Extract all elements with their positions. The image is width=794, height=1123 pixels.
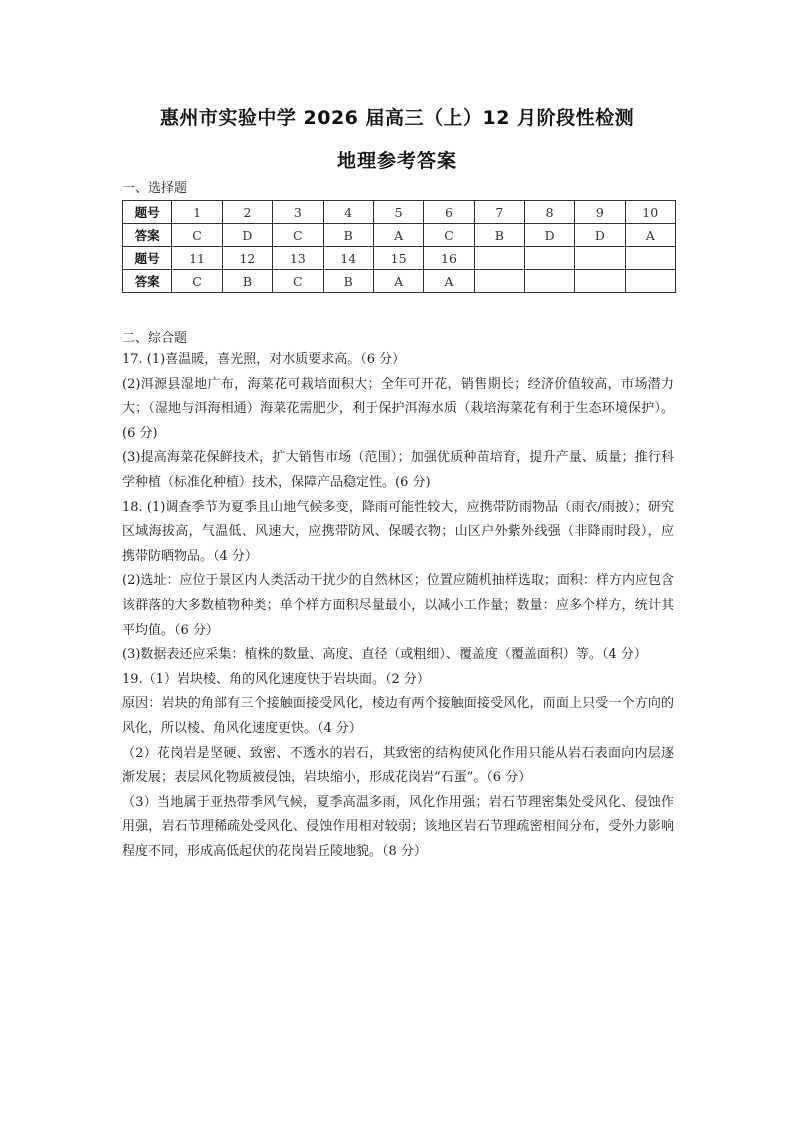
answer-paragraph: (3)提高海菜花保鲜技术，扩大销售市场（范围）；加强优质种苗培育，提升产量、质量；推行科学种植（标准化种植）技术，保障产品稳定性。(6 分) [122,450,674,490]
table-cell: 11 [172,247,222,270]
answer-paragraph: 18. (1)调查季节为夏季且山地气候多变，降雨可能性较大，应携带防雨物品（雨衣/雨披）；研究区域海拔高，气温低、风速大，应携带防风、保暖衣物；山区户外紫外线强（非降雨时段），应携带防晒物品。（4 分） [122,499,674,564]
answer-paragraph: 19.（1）岩块棱、角的风化速度快于岩块面。（2 分） [122,671,430,687]
table-cell-empty [625,247,675,270]
table-cell: C [424,224,474,247]
table-cell: A [373,270,423,293]
table-cell-empty [524,270,574,293]
table-cell: 10 [625,201,675,224]
table-cell-empty [474,247,524,270]
table-cell: 13 [273,247,323,270]
table-cell-empty [524,247,574,270]
table-cell: 14 [323,247,373,270]
table-row-question-numbers-2 [123,247,676,270]
table-cell-empty [575,247,625,270]
table-cell: D [222,224,272,247]
table-cell: 2 [222,201,272,224]
table-row-answers-2 [123,270,676,293]
table-label-question: 题号 [123,201,172,224]
table-label-answer: 答案 [123,270,172,293]
table-cell: D [524,224,574,247]
table-cell: C [172,224,222,247]
table-cell: B [323,224,373,247]
answer-paragraph: (2)选址：应位于景区内人类活动干扰少的自然林区；位置应随机抽样选取；面积：样方内应包含该群落的大多数植物种类；单个样方面积尽量最小，以减小工作量；数量：应多个样方，统计其平均值。（6 分） [122,573,674,638]
table-cell-empty [625,270,675,293]
answer-paragraph: 17. (1)喜温暖，喜光照，对水质要求高。（6 分） [122,352,406,367]
table-cell: 4 [323,201,373,224]
answer-paragraph: （3）当地属于亚热带季风气候，夏季高温多雨，风化作用强；岩石节理密集处受风化、侵蚀作用强，岩石节理稀疏处受风化、侵蚀作用相对较弱；该地区岩石节理疏密相间分布，受外力影响程度不同，形成高低起伏的花岗岩丘陵地貌。（8 分） [122,794,674,859]
table-cell: 16 [424,247,474,270]
table-cell: C [273,270,323,293]
table-cell: 7 [474,201,524,224]
comprehensive-answers [122,348,674,864]
section-comprehensive-heading: 二、综合题 [122,331,188,346]
table-row-question-numbers-1 [123,201,676,224]
answer-paragraph: 原因：岩块的角部有三个接触面接受风化，棱边有两个接触面接受风化，而面上只受一个方向的风化，所以棱、角风化速度更快。（4 分） [122,696,674,736]
table-cell: A [625,224,675,247]
table-cell: 3 [273,201,323,224]
table-cell: C [273,224,323,247]
document-subtitle: 地理参考答案 [336,150,457,172]
table-cell: C [172,270,222,293]
table-label-answer: 答案 [123,224,172,247]
table-cell-empty [575,270,625,293]
answer-paragraph: （2）花岗岩是坚硬、致密、不透水的岩石，其致密的结构使风化作用只能从岩石表面向内层逐渐发展；表层风化物质被侵蚀，岩块缩小，形成花岗岩“石蛋”。（6 分） [122,745,674,786]
table-label-question: 题号 [123,247,172,270]
answer-paragraph: (2)洱源县湿地广布，海菜花可栽培面积大；全年可开花，销售期长；经济价值较高，市场潜力大；（湿地与洱海相通）海菜花需肥少，利于保护洱海水质（栽培海菜花有利于生态环境保护）。(6 分) [122,376,674,441]
table-cell: B [474,224,524,247]
table-cell: D [575,224,625,247]
table-cell: B [222,270,272,293]
answer-table [122,200,676,293]
table-cell: B [323,270,373,293]
table-cell: 12 [222,247,272,270]
section-multiple-choice-heading: 一、选择题 [122,181,188,196]
table-cell: 8 [524,201,574,224]
table-cell: 9 [575,201,625,224]
table-cell: 6 [424,201,474,224]
table-row-answers-1 [123,224,676,247]
table-cell: A [424,270,474,293]
answer-paragraph: (3)数据表还应采集：植株的数量、高度、直径（或粗细）、覆盖度（覆盖面积）等。（4 分） [122,647,647,663]
table-cell: 5 [373,201,423,224]
document-title: 惠州市实验中学 2026 届高三（上）12 月阶段性检测 [159,107,635,129]
table-cell-empty [474,270,524,293]
table-cell: A [373,224,423,247]
table-cell: 1 [172,201,222,224]
table-cell: 15 [373,247,423,270]
